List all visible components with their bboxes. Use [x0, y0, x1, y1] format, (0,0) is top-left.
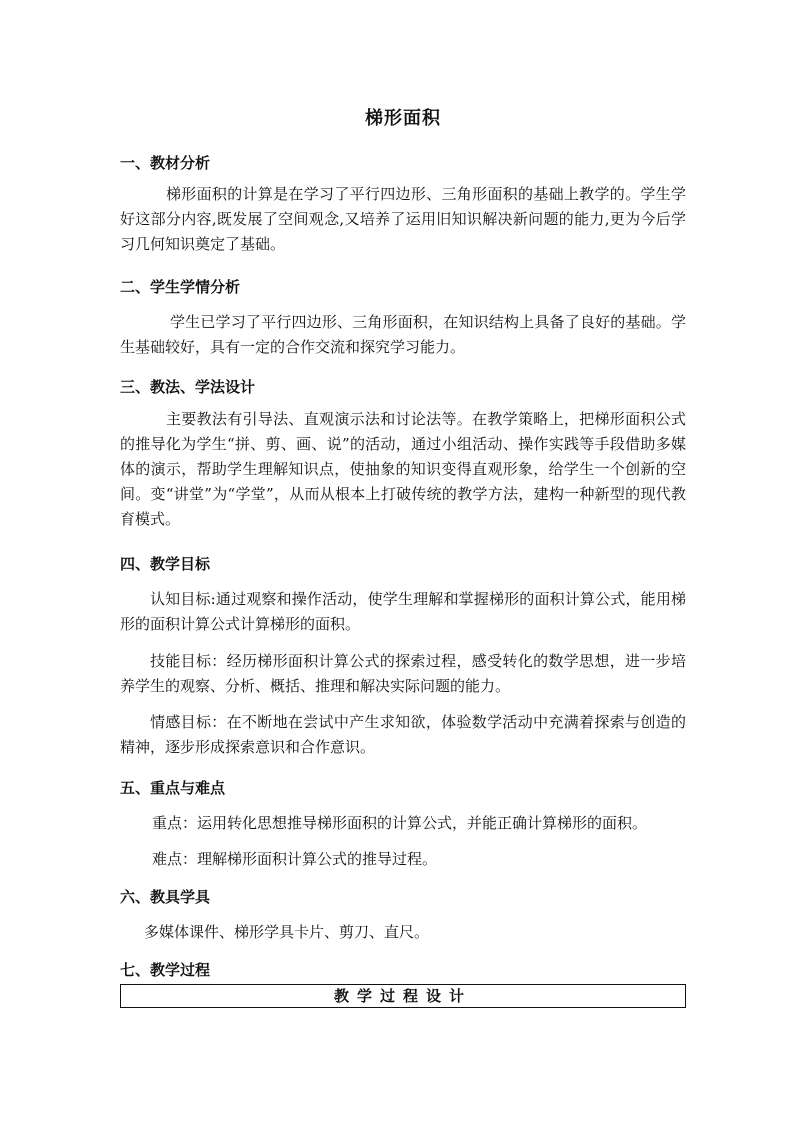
- section-heading-textbook-analysis: 一、教材分析: [120, 154, 211, 172]
- teaching-process-table-header: 教学过程设计: [120, 984, 686, 1008]
- section-heading-teaching-goals: 四、教学目标: [120, 555, 211, 573]
- key-point-text: 重点：运用转化思想推导梯形面积的计算公式，并能正确计算梯形的面积。: [152, 814, 648, 832]
- section-heading-method-design: 三、教法、学法设计: [120, 378, 256, 396]
- section-text-textbook-analysis: 梯形面积的计算是在学习了平行四边形、三角形面积的基础上教学的。学生学好这部分内容,既发展了空间观念,又培养了运用旧知识解决新问题的能力,更为今后学习几何知识奠定了基础。: [120, 185, 686, 253]
- section-text-method-design: 主要教法有引导法、直观演示法和讨论法等。在教学策略上，把梯形面积公式的推导化为学生“拼、剪、画、说”的活动，通过小组活动、操作实践等手段借助多媒体的演示，帮助学生理解知识点，使抽象的知识变得直观形象，给学生一个创新的空间。变“讲堂”为“学堂”，从而从根本上打破传统的教学方法，建构一种新型的现代教育模式。: [120, 410, 686, 528]
- document-title: 梯形面积: [365, 108, 441, 129]
- teaching-aids-text: 多媒体课件、梯形学具卡片、剪刀、直尺。: [144, 923, 430, 941]
- difficulty-text: 难点：理解梯形面积计算公式的推导过程。: [152, 850, 438, 868]
- section-heading-key-points: 五、重点与难点: [120, 779, 226, 797]
- goal-cognitive: 认知目标:通过观察和操作活动，使学生理解和掌握梯形的面积计算公式，能用梯形的面积计算公式计算梯形的面积。: [120, 590, 686, 633]
- section-heading-teaching-aids: 六、教具学具: [120, 888, 211, 906]
- goal-emotional: 情感目标：在不断地在尝试中产生求知欲，体验数学活动中充满着探索与创造的精神，逐步形成探索意识和合作意识。: [120, 713, 686, 756]
- section-heading-teaching-process: 七、教学过程: [120, 961, 211, 979]
- goal-skill: 技能目标：经历梯形面积计算公式的探索过程，感受转化的数学思想，进一步培养学生的观察、分析、概括、推理和解决实际问题的能力。: [120, 652, 686, 695]
- section-text-student-analysis: 学生已学习了平行四边形、三角形面积，在知识结构上具备了良好的基础。学生基础较好，具有一定的合作交流和探究学习能力。: [120, 313, 686, 356]
- section-heading-student-analysis: 二、学生学情分析: [120, 278, 241, 296]
